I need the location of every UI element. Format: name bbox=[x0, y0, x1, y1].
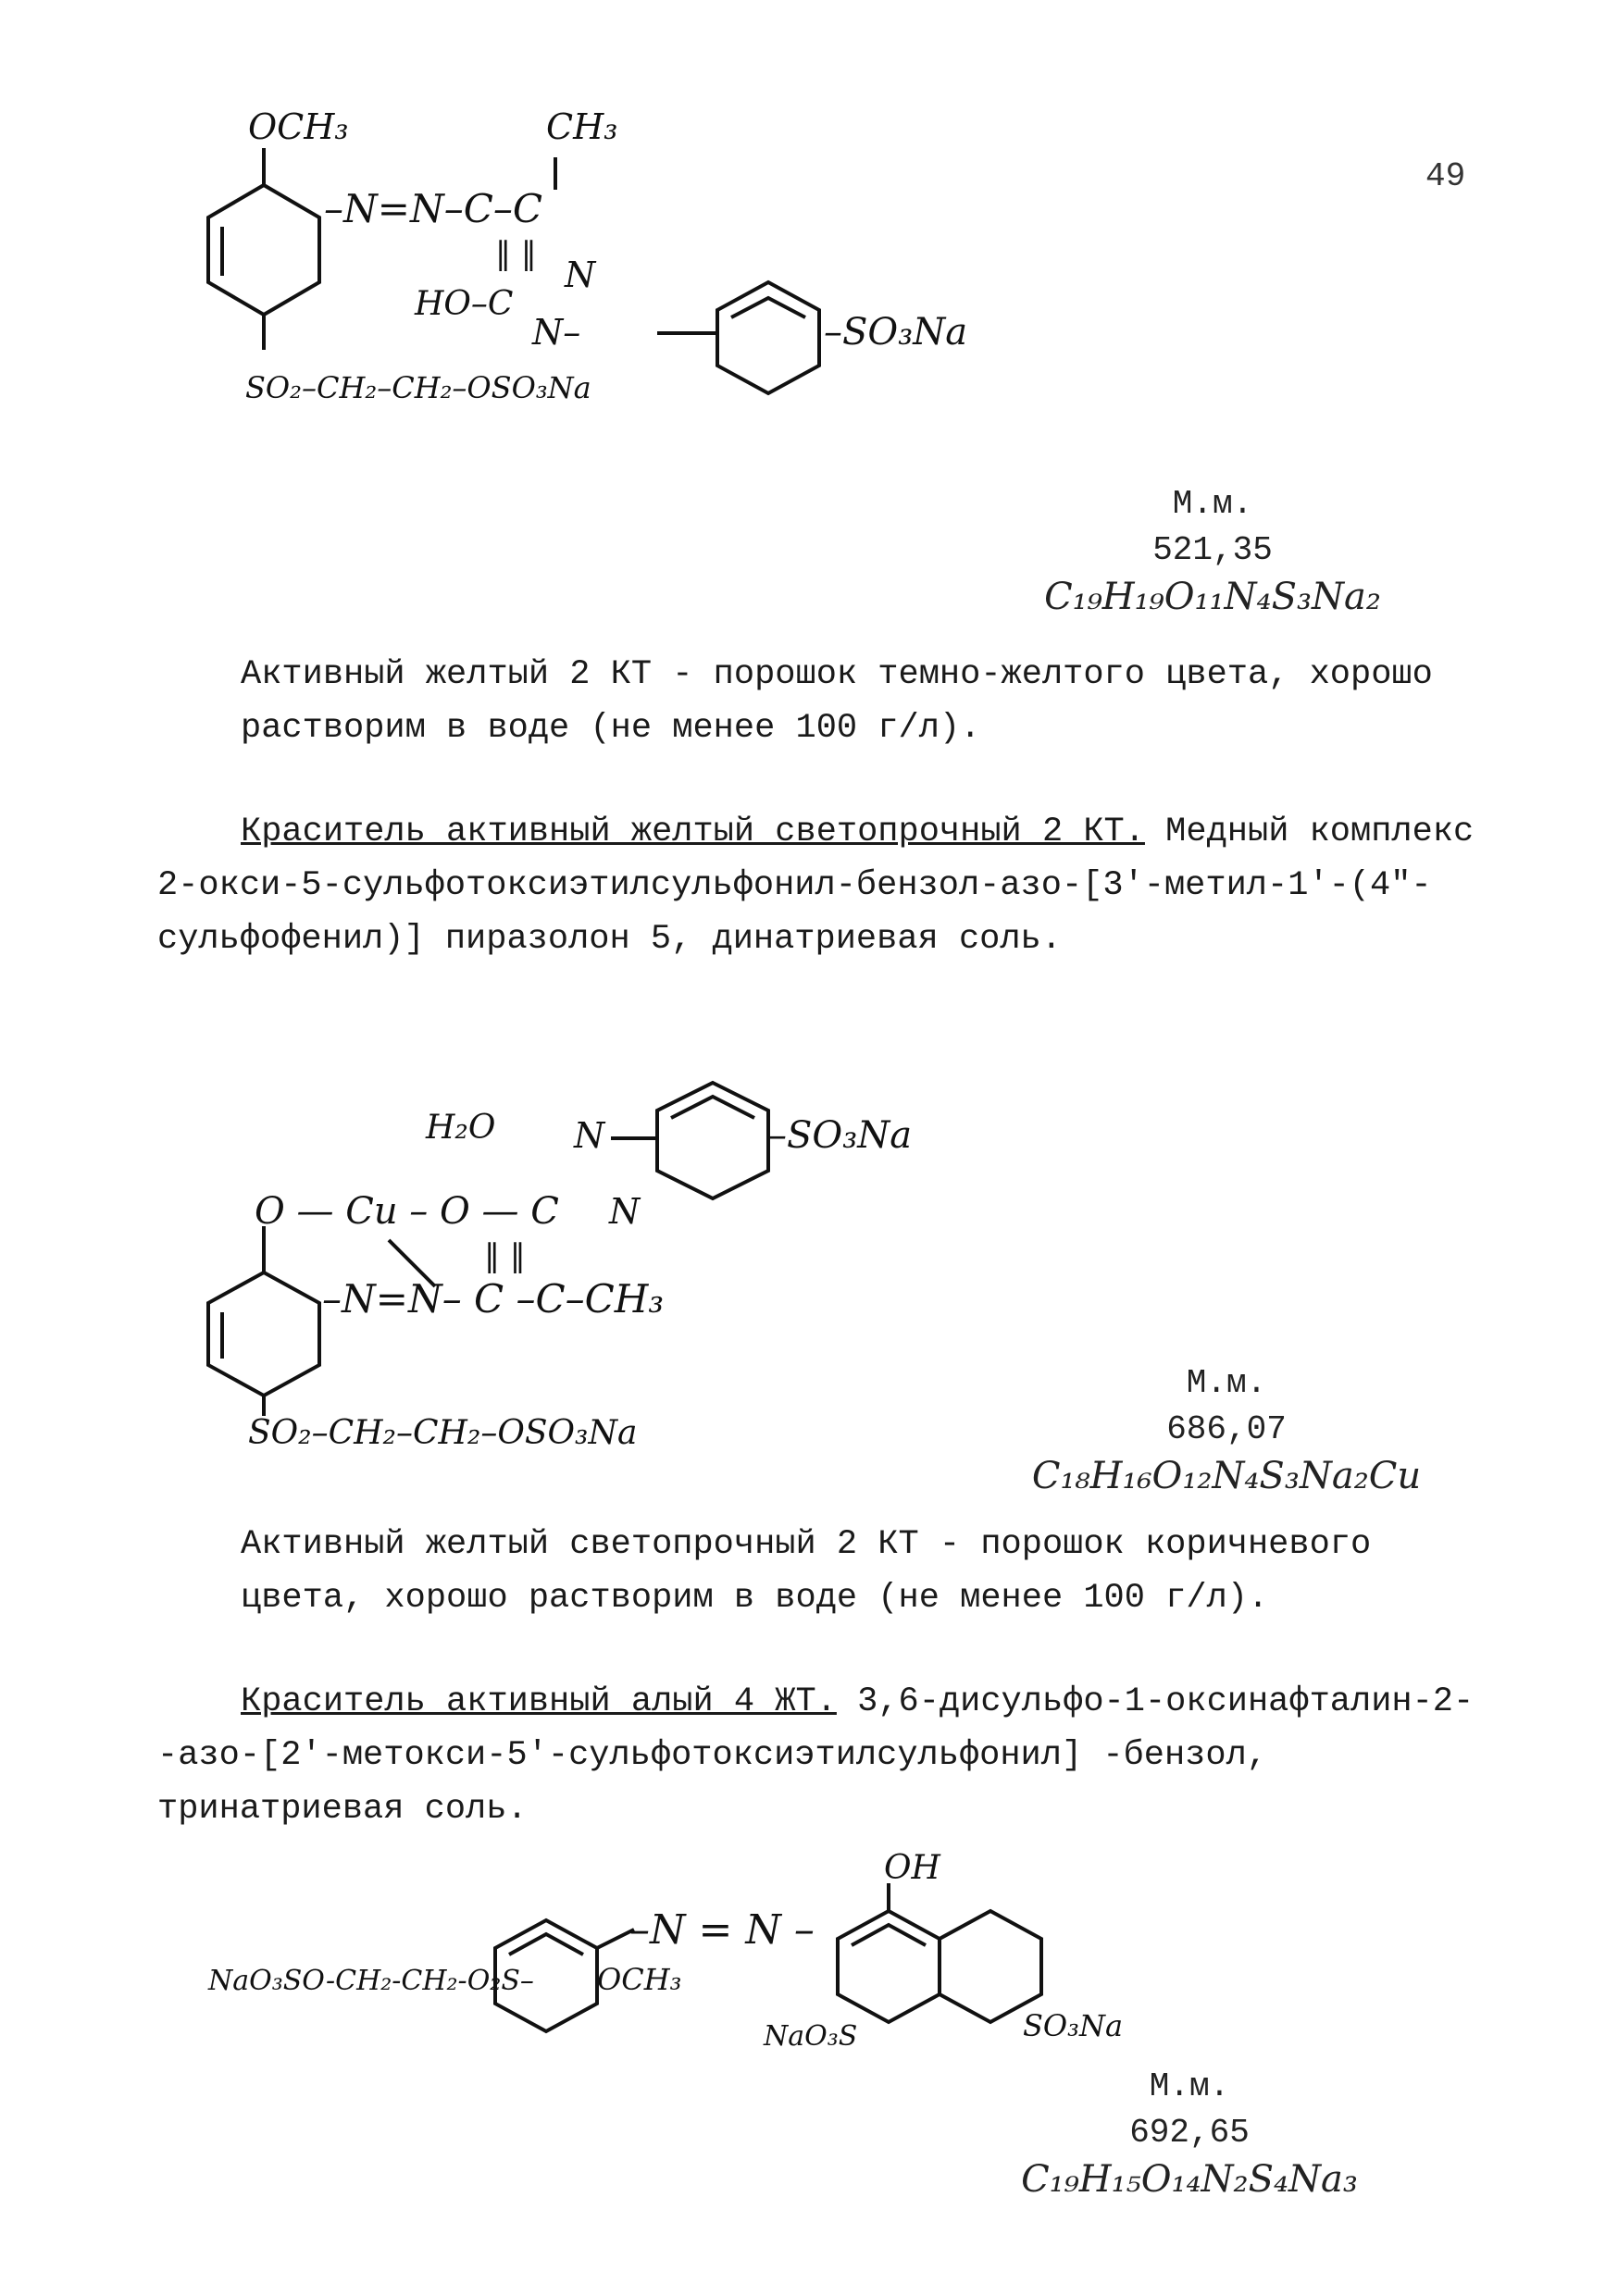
chain-label-3: NaO₃SO-CH₂-CH₂-O₂S– bbox=[208, 1965, 534, 1997]
structure-2-properties bbox=[1009, 1360, 1444, 1499]
double-bond-label: ‖ ‖ bbox=[495, 235, 537, 272]
benzene-ring-2 bbox=[208, 1272, 319, 1396]
phenyl-inner-2 bbox=[671, 1097, 754, 1118]
oh-label: OH bbox=[884, 1849, 940, 1887]
paragraph-3-text: Активный желтый светопрочный 2 КТ - порошок коричневого цвета, хорошо растворим в воде (не менее 100 г/л). bbox=[241, 1525, 1372, 1618]
phenyl-inner-1 bbox=[731, 298, 805, 317]
double-bond-label-2: ‖ ‖ bbox=[484, 1237, 526, 1274]
molar-mass-value-2: 686,07 bbox=[1166, 1410, 1287, 1448]
n-right-label: N bbox=[565, 254, 596, 295]
n-top-label: N bbox=[574, 1115, 605, 1156]
paragraph-2-line1: Медный комплекс bbox=[1144, 813, 1475, 851]
paragraph-1-text: Активный желтый 2 КТ - порошок темно-желтого цвета, хорошо растворим в воде (не менее 100 г/л). bbox=[241, 655, 1433, 748]
molar-mass-value-1: 521,35 bbox=[1152, 531, 1273, 569]
benzene-inner-3 bbox=[509, 1934, 583, 1955]
structure-1-diagram bbox=[176, 102, 990, 435]
naphthalene-ring-b bbox=[940, 1911, 1041, 2022]
formula-2: C₁₈H₁₆O₁₂N₄S₃Na₂Cu bbox=[1031, 1455, 1422, 1497]
azo-label-3: –N = N – bbox=[629, 1906, 815, 1954]
chain-label: O — Cu – O — C bbox=[255, 1190, 559, 1233]
paragraph-4-line1: 3,6-дисульфо-1-оксинафталин-2- bbox=[836, 1682, 1475, 1721]
azo-label-2: –N=N– C –C–CH₃ bbox=[322, 1276, 665, 1322]
och3-label: OCH₃ bbox=[248, 106, 349, 147]
naso3-left-label: NaO₃S bbox=[764, 2020, 858, 2053]
bond-ring-azo bbox=[597, 1930, 634, 1948]
paragraph-1 bbox=[157, 648, 1481, 755]
molar-mass-value-3: 692,65 bbox=[1129, 2114, 1250, 2152]
structure-1-properties bbox=[1000, 481, 1425, 620]
dye-title-scarlet: Краситель активный алый 4 ЖТ. bbox=[241, 1682, 837, 1721]
azo-label: –N=N–C–C bbox=[324, 186, 542, 231]
paragraph-4 bbox=[157, 1675, 1481, 1836]
page-number: 49 bbox=[1425, 157, 1466, 195]
sulfonyl-label-2: SO₂–CH₂–CH₂–OSO₃Na bbox=[248, 1414, 638, 1452]
n-bottom-label: N– bbox=[532, 312, 581, 353]
so3na-right-label: SO₃Na bbox=[1023, 2008, 1124, 2043]
naphthalene-inner bbox=[852, 1925, 926, 1945]
och3-label-3: OCH₃ bbox=[597, 1962, 682, 1997]
structure-3-properties bbox=[972, 2064, 1407, 2203]
n-mid-label: N bbox=[609, 1191, 641, 1232]
benzene-ring-1 bbox=[208, 185, 319, 315]
formula-1: C₁₉H₁₉O₁₁N₄S₃Na₂ bbox=[1044, 576, 1381, 618]
phenyl-ring-2 bbox=[657, 1083, 768, 1198]
so3na-label-2: –SO₃Na bbox=[768, 1114, 913, 1157]
paragraph-3 bbox=[157, 1518, 1481, 1625]
molar-mass-label-2: М.м. bbox=[1186, 1364, 1267, 1402]
structure-3-diagram bbox=[208, 1842, 1180, 2082]
paragraph-2 bbox=[157, 805, 1481, 966]
ch3-label: CH₃ bbox=[546, 106, 618, 147]
h2o-label: H₂O bbox=[426, 1109, 496, 1147]
naphthalene-ring-a bbox=[838, 1911, 940, 2022]
dye-title-yellow: Краситель активный желтый светопрочный 2 КТ. bbox=[241, 813, 1145, 851]
so3na-label: –SO₃Na bbox=[824, 311, 968, 354]
ho-label: HO–C bbox=[415, 285, 514, 323]
paragraph-2-rest: 2-окси-5-сульфотоксиэтилсульфонил-бензол-азо-[3′-метил-1′-(4″-сульфофенил)] пиразолон 5, динатриевая соль. bbox=[157, 866, 1432, 959]
molar-mass-label-1: М.м. bbox=[1172, 485, 1253, 523]
structure-2-diagram bbox=[176, 1064, 1009, 1453]
sulfonyl-label: SO₂–CH₂–CH₂–OSO₃Na bbox=[245, 370, 591, 405]
formula-3: C₁₉H₁₅O₁₄N₂S₄Na₃ bbox=[1021, 2158, 1358, 2201]
molar-mass-label-3: М.м. bbox=[1149, 2067, 1230, 2105]
paragraph-4-rest: -азо-[2′-метокси-5′-сульфотоксиэтилсульфонил] -бензол, тринатриевая соль. bbox=[157, 1736, 1267, 1829]
